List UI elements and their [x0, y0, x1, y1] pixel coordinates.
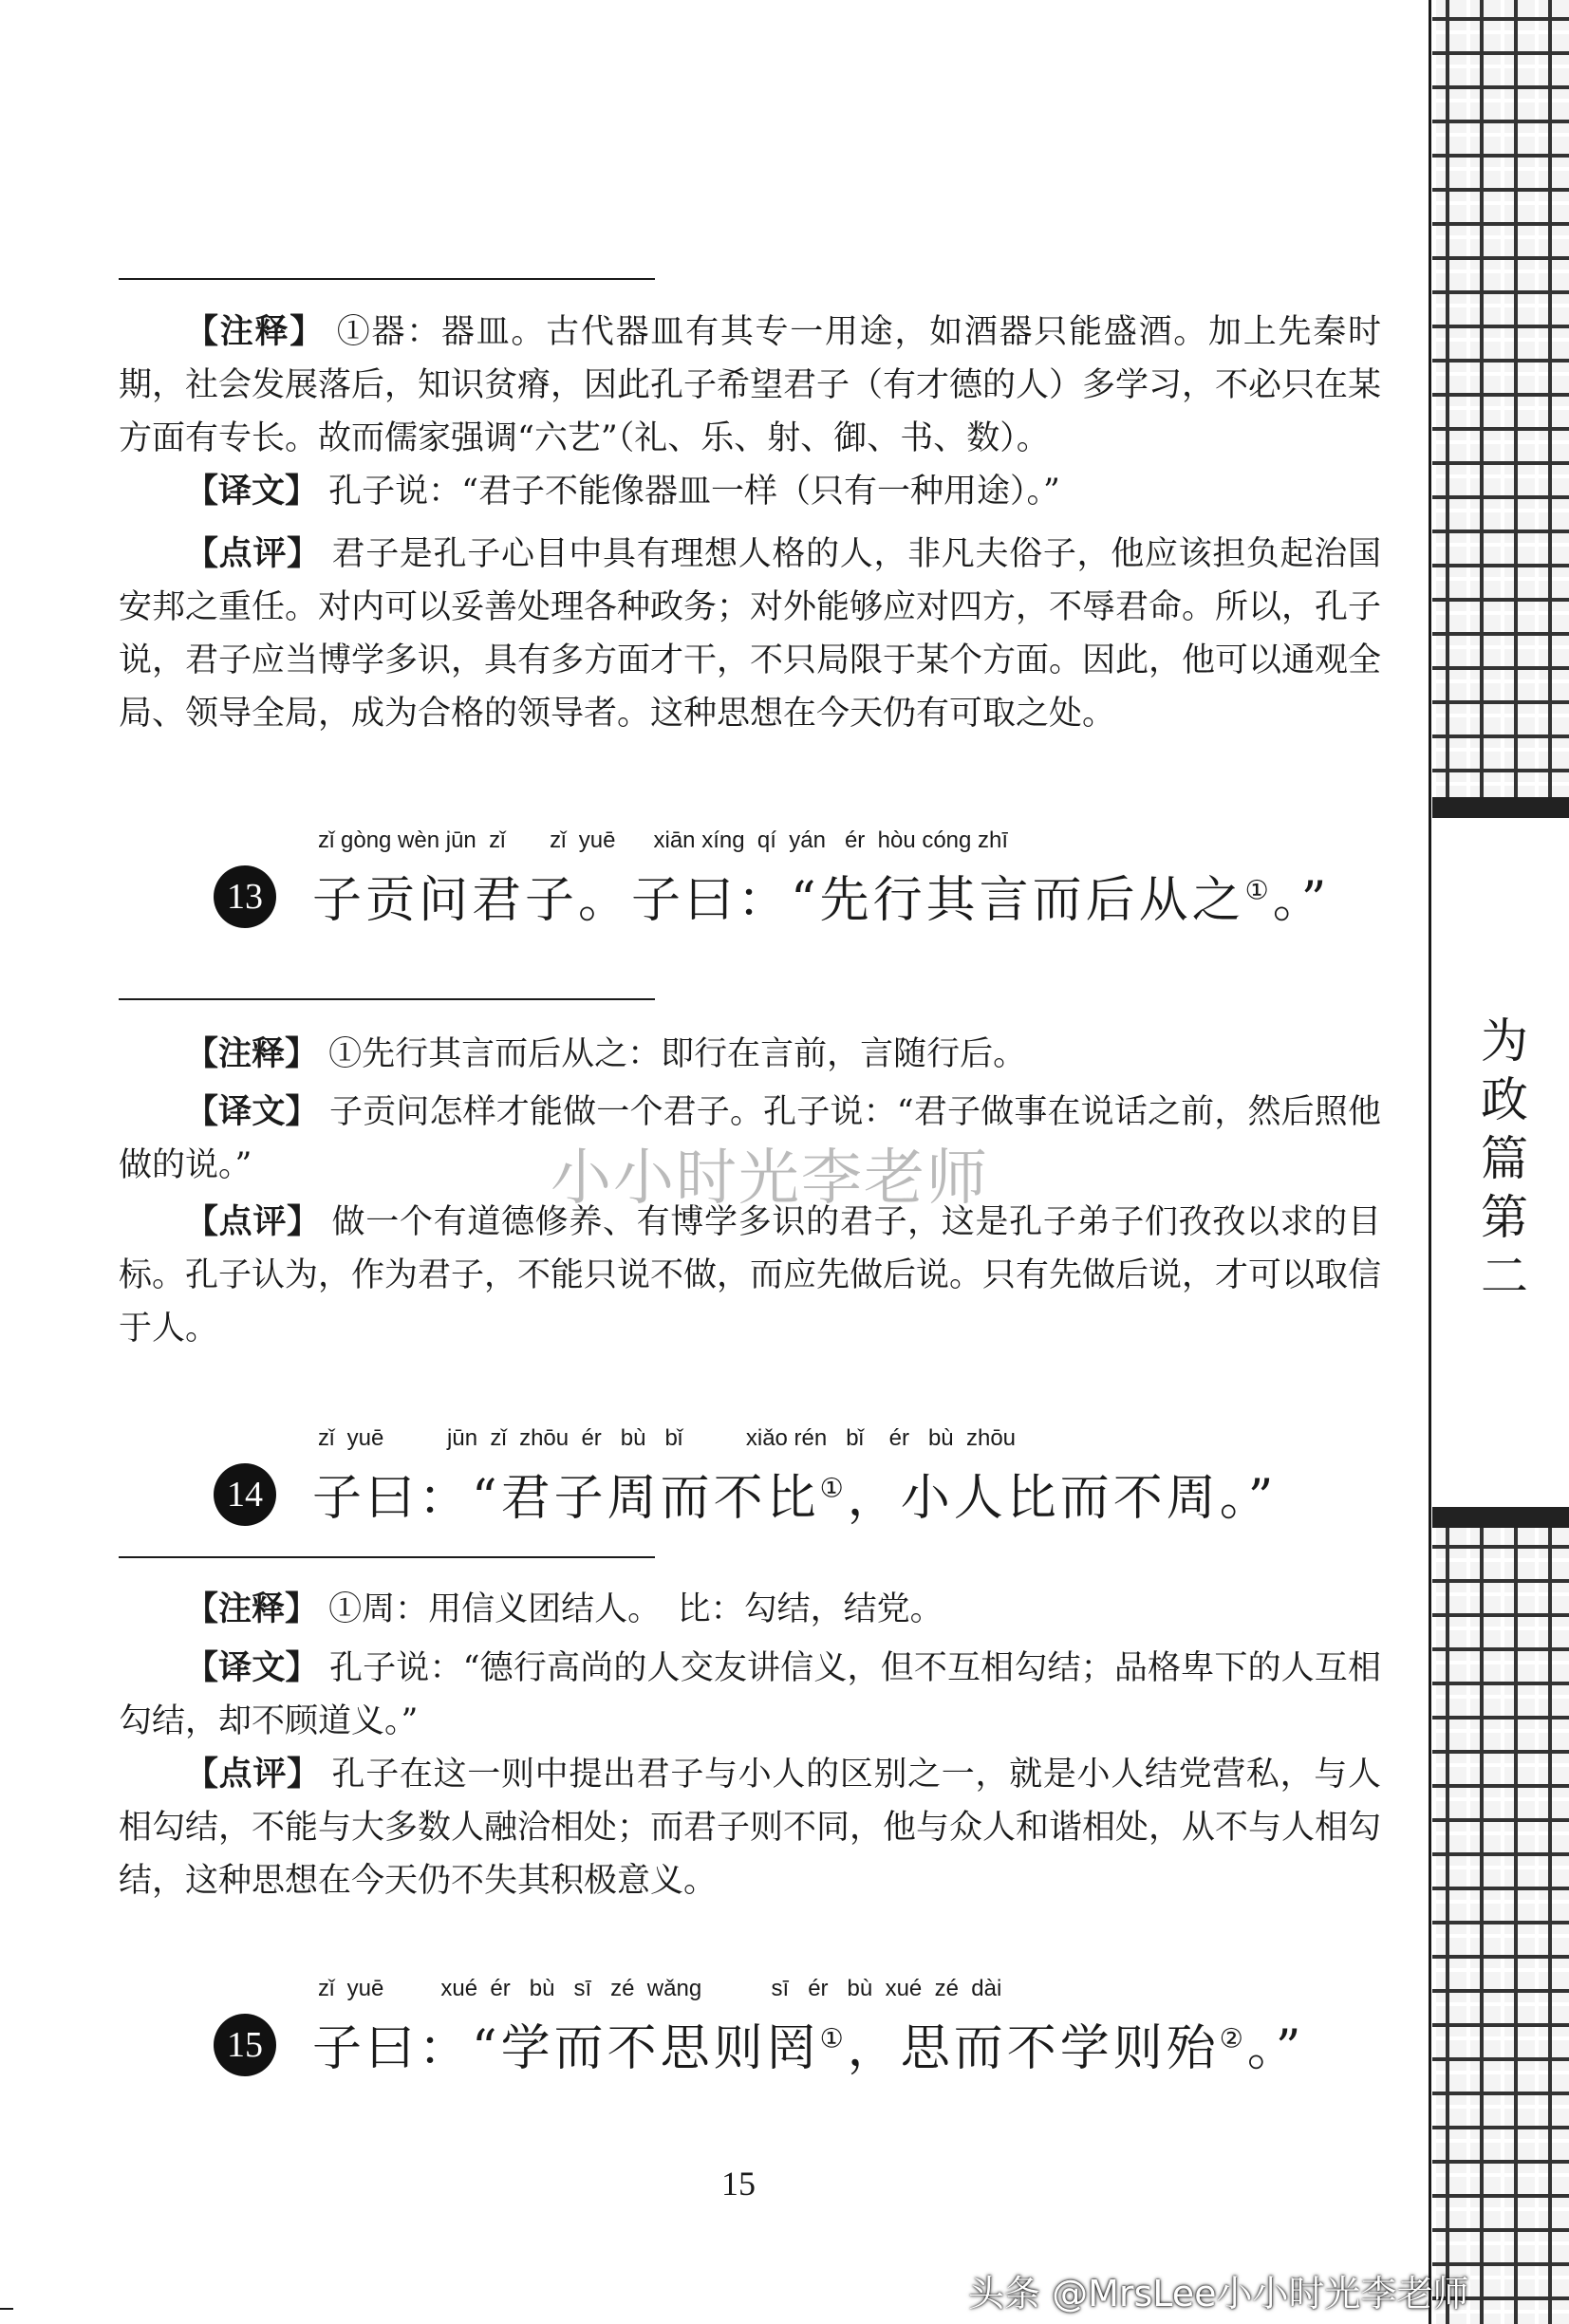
verse-main: 子曰：“学而不思则罔	[312, 2020, 820, 2077]
verse-end: 。”	[1272, 872, 1331, 929]
translation-tag: 【译文】	[185, 473, 319, 511]
note-text: ①周：用信义团结人。 比：勾结，结党。	[328, 1590, 943, 1628]
meander-pattern-bottom	[1432, 1528, 1569, 2324]
note-tag: 【注释】	[185, 1590, 319, 1628]
comment-text: 君子是孔子心目中具有理想人格的人，非凡夫俗子，他应该担负起治国安邦之重任。对内可以妥善处理各种政务；对外能够应对四方，不辱君命。所以，孔子说，君子应当博学多识，具有多方面才干，不只局限于某个方面。因此，他可以通观全局、领导全局，成为合格的领导者。这种思想在今天仍有可取之处。	[119, 535, 1382, 733]
verse-end: ，小人比而不周。”	[847, 1470, 1278, 1527]
footnote-mark: ①	[1244, 874, 1273, 906]
comment-paragraph	[119, 528, 1381, 740]
footer-credit: 头条 @MrsLee小小时光李老师	[968, 2273, 1469, 2315]
note-text: ①器：器皿。古代器皿有其专一用途，如酒器只能盛酒。加上先秦时期，社会发展落后，知识贫瘠，因此孔子希望君子（有才德的人）多学习，不必只在某方面有专长。故而儒家强调“六艺”（礼、乐、射、御、书、数）。	[119, 313, 1382, 457]
verse-pinyin: zǐ gòng wèn jūn zǐ zǐ yuē xiān xíng qí yán ér hòu cóng zhī	[318, 827, 1009, 853]
section-rule	[119, 998, 655, 1000]
comment-tag: 【点评】	[185, 1756, 321, 1794]
note-tag: 【注释】	[185, 1035, 319, 1073]
translation-paragraph	[119, 465, 1381, 518]
section-rule	[119, 1556, 655, 1558]
verse-text	[312, 2008, 1304, 2079]
comment-text: 做一个有道德修养、有博学多识的君子，这是孔子弟子们孜孜以求的目标。孔子认为，作为君子，不能只说不做，而应先做后说。只有先做后说，才可以取信于人。	[119, 1203, 1382, 1348]
note-paragraph	[119, 1583, 1381, 1636]
comment-text: 孔子在这一则中提出君子与小人的区别之一，就是小人结党营私，与人相勾结，不能与大多数人融洽相处；而君子则不同，他与众人和谐相处，从不与人相勾结，这种思想在今天仍不失其积极意义。	[119, 1756, 1382, 1900]
footnote-mark: ①	[819, 1472, 848, 1504]
border-band-upper	[1432, 797, 1569, 818]
comment-paragraph	[119, 1196, 1381, 1355]
verse-text	[312, 860, 1330, 931]
corner-mark	[0, 2308, 13, 2310]
note-text: ①先行其言而后从之：即行在言前，言随行后。	[328, 1035, 1027, 1073]
translation-text: 子贡问怎样才能做一个君子。孔子说：“君子做事在说话之前，然后照他做的说。”	[119, 1093, 1381, 1184]
footnote-mark-2: ②	[1219, 2022, 1247, 2054]
note-paragraph	[119, 306, 1381, 465]
verse-14	[214, 1425, 1353, 1558]
verse-pinyin: zǐ yuē xué ér bù sī zé wǎng sī ér bù xué zé dài	[318, 1976, 1002, 2001]
verse-text	[312, 1458, 1277, 1529]
section-rule	[119, 278, 655, 280]
meander-pattern-top	[1432, 0, 1569, 797]
verse-number-badge: 13	[214, 865, 276, 928]
chapter-title: 为政篇第二	[1473, 1015, 1528, 1310]
verse-number-badge: 14	[214, 1463, 276, 1526]
verse-main: 子曰：“君子周而不比	[312, 1470, 820, 1527]
translation-text: 孔子说：“德行高尚的人交友讲信义，但不互相勾结；品格卑下的人互相勾结，却不顾道义。”	[119, 1649, 1381, 1740]
verse-13	[214, 827, 1353, 960]
verse-middle: ，思而不学则殆	[847, 2020, 1220, 2077]
verse-15	[214, 1976, 1353, 2109]
translation-tag: 【译文】	[185, 1093, 319, 1131]
translation-tag: 【译文】	[185, 1649, 319, 1687]
note-tag: 【注释】	[185, 313, 325, 351]
watermark: 小小时光李老师	[551, 1143, 989, 1214]
footnote-mark-1: ①	[819, 2022, 848, 2054]
note-paragraph	[119, 1028, 1381, 1081]
chapter-tab	[1432, 818, 1569, 1507]
verse-number-badge: 15	[214, 2014, 276, 2076]
translation-text: 孔子说：“君子不能像器皿一样（只有一种用途）。”	[328, 473, 1060, 511]
comment-tag: 【点评】	[185, 535, 321, 573]
verse-main: 子贡问君子。子曰：“先行其言而后从之	[312, 872, 1245, 929]
translation-paragraph	[119, 1642, 1381, 1748]
border-band-lower	[1432, 1507, 1569, 1528]
page-number: 15	[721, 2165, 756, 2203]
comment-paragraph	[119, 1748, 1381, 1907]
verse-end: 。”	[1246, 2020, 1305, 2077]
comment-tag: 【点评】	[185, 1203, 321, 1241]
verse-pinyin: zǐ yuē jūn zǐ zhōu ér bù bǐ xiǎo rén bǐ ér bù zhōu	[318, 1425, 1017, 1451]
